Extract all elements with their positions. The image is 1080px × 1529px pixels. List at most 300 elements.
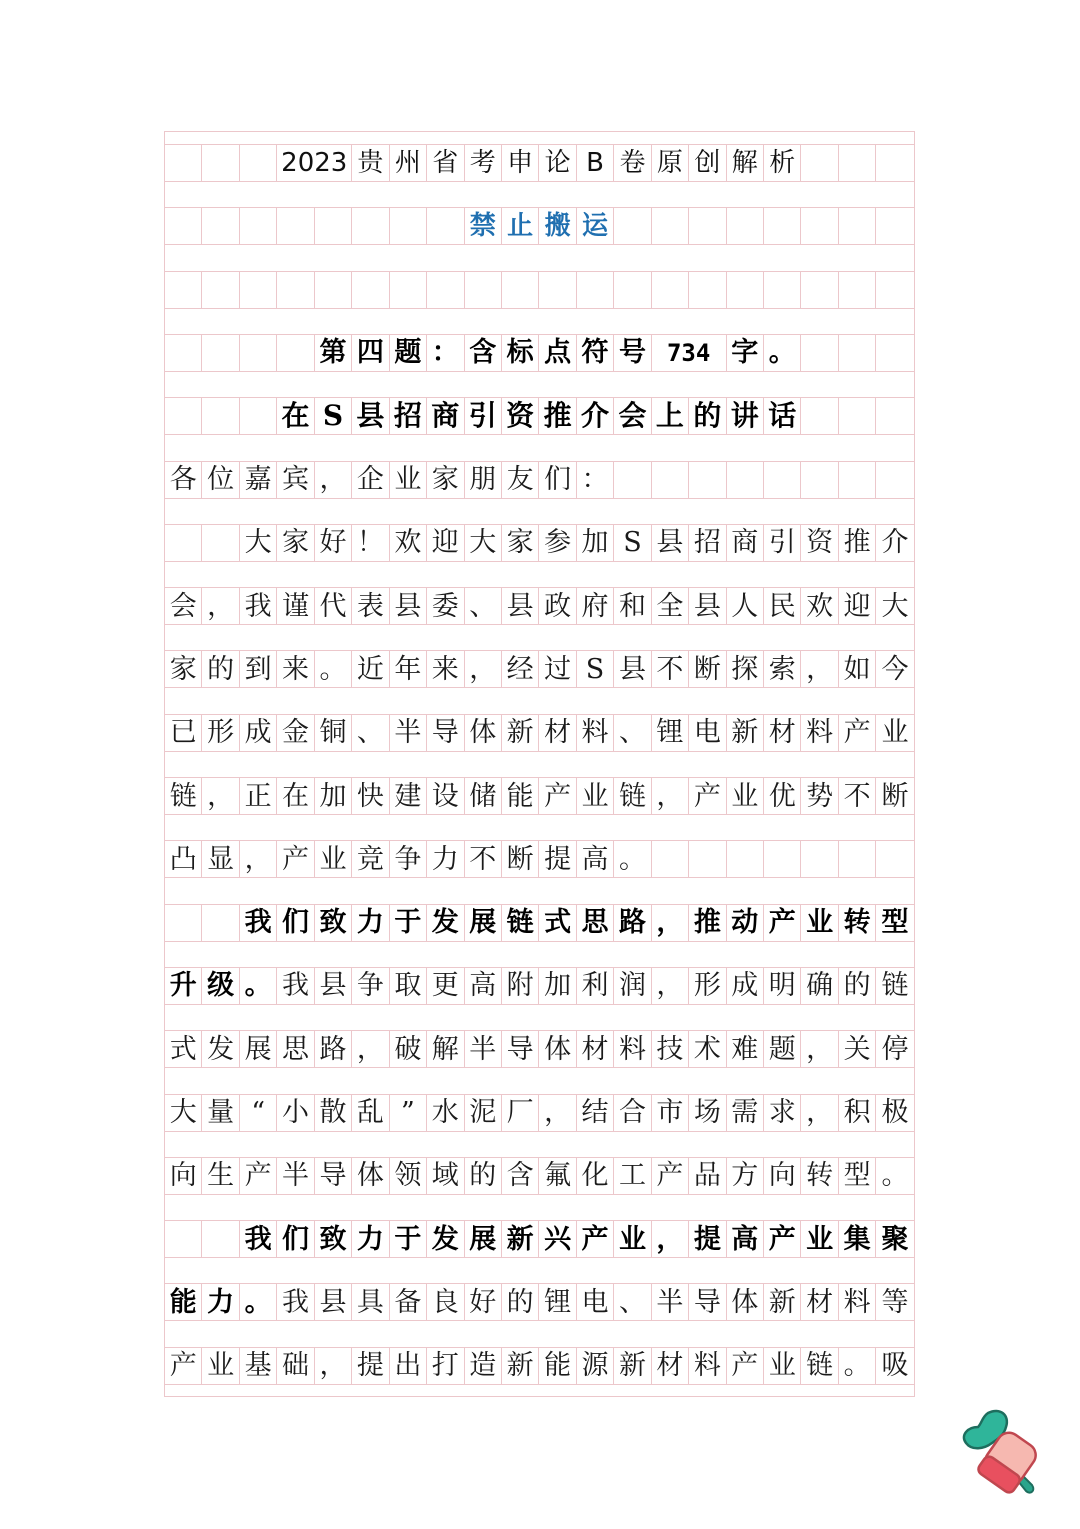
grid-cell: 已 [165, 715, 202, 751]
grid-cell: S [614, 525, 651, 561]
grid-cell: 取 [390, 968, 427, 1004]
grid-cell [165, 905, 202, 941]
grid-cell: 好 [315, 525, 352, 561]
grid-cell: 明 [764, 968, 801, 1004]
grid-cell: 发 [202, 1031, 239, 1067]
grid-cell: 商 [427, 398, 464, 434]
grid-cell: 加 [577, 525, 614, 561]
grid-cell: 论 [539, 145, 576, 181]
grid-cell [801, 462, 838, 498]
grid-cell: 致 [315, 905, 352, 941]
grid-row [165, 840, 914, 878]
grid-cell [165, 335, 202, 371]
grid-cell: 家 [277, 525, 314, 561]
grid-cell: 表 [352, 588, 389, 624]
grid-cell: 经 [502, 651, 539, 687]
grid-cell: 来 [277, 651, 314, 687]
grid-cell [614, 272, 651, 308]
grid-cell: 734 [652, 335, 727, 371]
grid-cell: 工 [614, 1158, 651, 1194]
grid-cell: 。 [881, 1160, 909, 1192]
grid-cell: 电 [689, 715, 726, 751]
grid-cell: 极 [881, 1097, 909, 1128]
grid-cell: 求 [764, 1095, 801, 1131]
grid-cell: 需 [727, 1095, 764, 1131]
grid-cell: 于 [390, 1221, 427, 1257]
grid-cell: 介 [881, 527, 909, 559]
grid-cell: 点 [539, 335, 576, 371]
grid-cell: ， [202, 778, 239, 814]
grid-cell: 题 [390, 335, 427, 371]
grid-cell: 、 [614, 715, 651, 751]
grid-cell: 欢 [390, 525, 427, 561]
grid-cell: 新 [502, 715, 539, 751]
grid-cell: 的 [502, 1284, 539, 1320]
grid-cell: 集 [839, 1221, 876, 1257]
grid-cell: 半 [277, 1158, 314, 1194]
grid-row [165, 714, 914, 752]
grid-cell [614, 462, 651, 498]
grid-cell [202, 208, 239, 244]
grid-cell: 思 [577, 905, 614, 941]
grid-cell: ， [801, 1095, 838, 1131]
grid-cell: 解 [427, 1031, 464, 1067]
grid-cell: 转 [801, 1158, 838, 1194]
grid-cell: 县 [315, 968, 352, 1004]
grid-cell [202, 905, 239, 941]
grid-cell: 。 [839, 1348, 876, 1384]
grid-cell: 高 [577, 841, 614, 877]
grid-cell: 体 [465, 715, 502, 751]
grid-cell: 资 [502, 398, 539, 434]
grid-cell: 高 [727, 1221, 764, 1257]
grid-cell: 储 [465, 778, 502, 814]
grid-cell [614, 208, 651, 244]
grid-cell [839, 335, 876, 371]
grid-cell: 不 [465, 841, 502, 877]
grid-cell: 大 [465, 525, 502, 561]
grid-cell: 新 [502, 1348, 539, 1384]
grid-cell: 省 [427, 145, 464, 181]
grid-cell: 乱 [352, 1095, 389, 1131]
grid-cell: 等 [881, 1286, 909, 1318]
manuscript-grid-sheet [164, 131, 915, 1397]
grid-cell: 业 [577, 778, 614, 814]
grid-cell: 积 [839, 1095, 876, 1131]
grid-cell: “ [240, 1095, 277, 1131]
grid-cell [165, 208, 202, 244]
grid-cell: 和 [614, 588, 651, 624]
grid-cell [876, 208, 913, 244]
grid-cell [876, 462, 913, 498]
grid-cell: 争 [390, 841, 427, 877]
grid-cell: 基 [240, 1348, 277, 1384]
grid-cell: 引 [764, 525, 801, 561]
grid-cell: 招 [390, 398, 427, 434]
grid-cell: 家 [427, 462, 464, 498]
grid-cell: 发 [427, 905, 464, 941]
grid-cell: 我 [240, 588, 277, 624]
grid-cell: 致 [315, 1221, 352, 1257]
grid-cell: 字 [727, 335, 764, 371]
grid-cell: 形 [202, 715, 239, 751]
grid-cell: 家 [502, 525, 539, 561]
grid-cell: 备 [390, 1284, 427, 1320]
grid-cell: 设 [427, 778, 464, 814]
grid-row [165, 1030, 914, 1068]
grid-cell: 到 [240, 651, 277, 687]
grid-cell [764, 272, 801, 308]
grid-cell [502, 272, 539, 308]
grid-cell: 争 [352, 968, 389, 1004]
grid-cell [689, 462, 726, 498]
grid-cell: 能 [165, 1284, 202, 1320]
grid-cell: 创 [689, 145, 726, 181]
grid-cell [315, 272, 352, 308]
grid-cell: 场 [689, 1095, 726, 1131]
grid-cell: 出 [390, 1348, 427, 1384]
grid-cell: 电 [577, 1284, 614, 1320]
grid-cell: 产 [764, 905, 801, 941]
grid-cell [839, 272, 876, 308]
grid-cell: 们 [277, 1221, 314, 1257]
grid-cell [727, 462, 764, 498]
grid-cell: 小 [277, 1095, 314, 1131]
grid-cell: 向 [165, 1158, 202, 1194]
grid-cell: 四 [352, 335, 389, 371]
grid-cell: 产 [652, 1158, 689, 1194]
grid-cell: 导 [315, 1158, 352, 1194]
grid-cell: 号 [614, 335, 651, 371]
grid-cell: ， [801, 651, 838, 687]
grid-cell: 产 [539, 778, 576, 814]
grid-cell: 业 [881, 717, 909, 749]
grid-cell: 在 [277, 778, 314, 814]
grid-cell: ： [577, 462, 614, 498]
grid-cell: 吸 [881, 1350, 909, 1382]
grid-cell: 产 [165, 1348, 202, 1384]
grid-cell: 新 [764, 1284, 801, 1320]
grid-cell: ， [652, 968, 689, 1004]
grid-cell: 的 [689, 398, 726, 434]
grid-cell: 难 [727, 1031, 764, 1067]
grid-cell: 产 [577, 1221, 614, 1257]
grid-cell [876, 145, 913, 181]
grid-cell: 业 [801, 1221, 838, 1257]
grid-cell: 如 [839, 651, 876, 687]
grid-cell: 第 [315, 335, 352, 371]
grid-cell: 县 [689, 588, 726, 624]
grid-cell: 能 [502, 778, 539, 814]
grid-cell [165, 398, 202, 434]
grid-cell: 迎 [839, 588, 876, 624]
grid-cell: ， [202, 588, 239, 624]
grid-cell: 半 [465, 1031, 502, 1067]
grid-cell: 兴 [539, 1221, 576, 1257]
grid-cell: 业 [727, 778, 764, 814]
grid-cell [202, 335, 239, 371]
grid-cell: 解 [727, 145, 764, 181]
grid-cell: 良 [427, 1284, 464, 1320]
grid-cell [652, 272, 689, 308]
grid-cell [427, 208, 464, 244]
grid-cell: 原 [652, 145, 689, 181]
grid-cell: 市 [652, 1095, 689, 1131]
grid-cell: 们 [539, 462, 576, 498]
grid-cell: 化 [577, 1158, 614, 1194]
grid-cell [165, 145, 202, 181]
grid-cell: 产 [839, 715, 876, 751]
grid-cell: 符 [577, 335, 614, 371]
grid-cell [727, 841, 764, 877]
grid-cell: 路 [315, 1031, 352, 1067]
grid-cell: 话 [764, 398, 801, 434]
grid-cell: ， [240, 841, 277, 877]
grid-cell: 半 [390, 715, 427, 751]
grid-row [165, 587, 914, 625]
grid-cell: 的 [839, 968, 876, 1004]
grid-cell: 业 [202, 1348, 239, 1384]
grid-cell: 形 [689, 968, 726, 1004]
grid-cell [876, 335, 913, 371]
grid-cell: 考 [465, 145, 502, 181]
grid-cell: 在 [277, 398, 314, 434]
grid-cell: 链 [614, 778, 651, 814]
grid-cell: 产 [240, 1158, 277, 1194]
grid-cell: 合 [614, 1095, 651, 1131]
grid-cell: 链 [165, 778, 202, 814]
grid-cell: ， [652, 905, 689, 941]
grid-cell: 于 [390, 905, 427, 941]
grid-cell: ， [652, 778, 689, 814]
grid-cell [689, 841, 726, 877]
grid-cell: ， [539, 1095, 576, 1131]
grid-cell [390, 208, 427, 244]
grid-cell [240, 398, 277, 434]
grid-cell: 大 [165, 1095, 202, 1131]
grid-cell: 力 [352, 905, 389, 941]
grid-cell: 正 [240, 778, 277, 814]
grid-cell: 体 [539, 1031, 576, 1067]
grid-cell [801, 145, 838, 181]
grid-cell: 动 [727, 905, 764, 941]
grid-cell: 欢 [801, 588, 838, 624]
grid-cell: 材 [539, 715, 576, 751]
grid-cell: 招 [689, 525, 726, 561]
grid-cell: 结 [577, 1095, 614, 1131]
grid-cell: 索 [764, 651, 801, 687]
grid-cell [352, 208, 389, 244]
grid-cell [839, 145, 876, 181]
grid-cell [727, 272, 764, 308]
grid-cell: 竞 [352, 841, 389, 877]
grid-cell: 县 [352, 398, 389, 434]
grid-cell: 。 [315, 651, 352, 687]
grid-row [165, 461, 914, 499]
grid-cell: 领 [390, 1158, 427, 1194]
grid-cell: 氟 [539, 1158, 576, 1194]
grid-cell [839, 398, 876, 434]
grid-cell: 推 [839, 525, 876, 561]
grid-cell [839, 208, 876, 244]
grid-cell: 力 [202, 1284, 239, 1320]
grid-cell: 的 [465, 1158, 502, 1194]
grid-cell: 朋 [465, 462, 502, 498]
grid-cell: 推 [539, 398, 576, 434]
grid-cell: 含 [502, 1158, 539, 1194]
grid-cell [577, 272, 614, 308]
grid-cell: 优 [764, 778, 801, 814]
grid-cell: ， [315, 462, 352, 498]
grid-cell [277, 208, 314, 244]
grid-cell: 升 [165, 968, 202, 1004]
grid-cell: 锂 [652, 715, 689, 751]
grid-cell: 府 [577, 588, 614, 624]
grid-cell: 卷 [614, 145, 651, 181]
grid-cell: 提 [352, 1348, 389, 1384]
grid-cell: 政 [539, 588, 576, 624]
grid-cell: 运 [577, 208, 614, 244]
grid-cell [689, 272, 726, 308]
grid-cell: 导 [427, 715, 464, 751]
grid-row [165, 524, 914, 562]
grid-cell [801, 335, 838, 371]
grid-cell: 停 [881, 1033, 909, 1065]
grid-cell: 料 [577, 715, 614, 751]
grid-cell: 材 [577, 1031, 614, 1067]
grid-cell: 2023 [277, 145, 352, 181]
grid-cell: 好 [465, 1284, 502, 1320]
grid-cell: 断 [689, 651, 726, 687]
grid-cell: 产 [727, 1348, 764, 1384]
grid-cell: 县 [614, 651, 651, 687]
grid-cell [240, 145, 277, 181]
grid-row [165, 1347, 914, 1385]
grid-cell [839, 841, 876, 877]
grid-cell: 泥 [465, 1095, 502, 1131]
grid-cell: 品 [689, 1158, 726, 1194]
grid-cell: ， [352, 1031, 389, 1067]
grid-row [165, 1094, 914, 1132]
grid-cell: 贵 [352, 145, 389, 181]
grid-cell [165, 1221, 202, 1257]
grid-cell: 业 [614, 1221, 651, 1257]
grid-cell: 引 [465, 398, 502, 434]
grid-cell: 材 [652, 1348, 689, 1384]
grid-cell: 展 [465, 1221, 502, 1257]
grid-cell: 含 [465, 335, 502, 371]
grid-cell: 。 [614, 841, 651, 877]
grid-cell: 展 [465, 905, 502, 941]
grid-cell [876, 272, 913, 308]
grid-cell: 确 [801, 968, 838, 1004]
grid-cell: 铜 [315, 715, 352, 751]
grid-cell: 谨 [277, 588, 314, 624]
grid-cell: ” [390, 1095, 427, 1131]
grid-cell [202, 272, 239, 308]
grid-cell [539, 272, 576, 308]
grid-cell: ， [465, 651, 502, 687]
grid-cell [764, 208, 801, 244]
grid-cell: 搬 [539, 208, 576, 244]
grid-row [165, 1220, 914, 1258]
grid-cell: 链 [881, 970, 909, 1002]
grid-cell: 成 [727, 968, 764, 1004]
grid-cell [764, 841, 801, 877]
grid-cell: 更 [427, 968, 464, 1004]
grid-cell [876, 841, 913, 877]
grid-cell: 材 [801, 1284, 838, 1320]
grid-cell: 发 [427, 1221, 464, 1257]
grid-cell: 宾 [277, 462, 314, 498]
grid-cell: 链 [801, 1348, 838, 1384]
grid-cell: 迎 [427, 525, 464, 561]
grid-cell: 域 [427, 1158, 464, 1194]
grid-cell: 材 [764, 715, 801, 751]
grid-cell: ， [801, 1031, 838, 1067]
grid-cell: 式 [539, 905, 576, 941]
grid-cell: 探 [727, 651, 764, 687]
grid-cell: 我 [240, 905, 277, 941]
grid-cell [315, 208, 352, 244]
grid-cell [202, 398, 239, 434]
grid-cell [652, 462, 689, 498]
grid-cell: 造 [465, 1348, 502, 1384]
grid-cell: 的 [202, 651, 239, 687]
grid-cell: 介 [577, 398, 614, 434]
grid-cell: 我 [277, 1284, 314, 1320]
grid-cell: 料 [614, 1031, 651, 1067]
grid-cell: 题 [764, 1031, 801, 1067]
grid-cell: 厂 [502, 1095, 539, 1131]
grid-cell: 提 [689, 1221, 726, 1257]
grid-cell: 成 [240, 715, 277, 751]
grid-cell: 业 [801, 905, 838, 941]
grid-cell [240, 335, 277, 371]
grid-cell [652, 208, 689, 244]
grid-cell: 。 [240, 968, 277, 1004]
grid-cell [202, 145, 239, 181]
grid-cell: 建 [390, 778, 427, 814]
grid-cell: 家 [165, 651, 202, 687]
grid-cell: 向 [764, 1158, 801, 1194]
grid-cell: 上 [652, 398, 689, 434]
grid-row [165, 650, 914, 688]
grid-cell: 力 [352, 1221, 389, 1257]
grid-cell: ， [315, 1348, 352, 1384]
grid-cell [876, 398, 913, 434]
grid-cell: 推 [689, 905, 726, 941]
grid-cell: 商 [727, 525, 764, 561]
grid-cell: 润 [614, 968, 651, 1004]
grid-cell: 利 [577, 968, 614, 1004]
grid-cell: 大 [240, 525, 277, 561]
grid-cell: 大 [881, 590, 909, 622]
grid-row [165, 967, 914, 1005]
grid-cell [277, 335, 314, 371]
grid-cell [352, 272, 389, 308]
grid-cell: 嘉 [240, 462, 277, 498]
grid-cell: 料 [801, 715, 838, 751]
grid-cell: 断 [881, 780, 909, 812]
grid-cell: 导 [689, 1284, 726, 1320]
grid-cell: 位 [202, 462, 239, 498]
grid-cell: 近 [352, 651, 389, 687]
grid-cell: 委 [427, 588, 464, 624]
grid-cell: 不 [652, 651, 689, 687]
grid-cell: 体 [352, 1158, 389, 1194]
grid-cell [801, 272, 838, 308]
